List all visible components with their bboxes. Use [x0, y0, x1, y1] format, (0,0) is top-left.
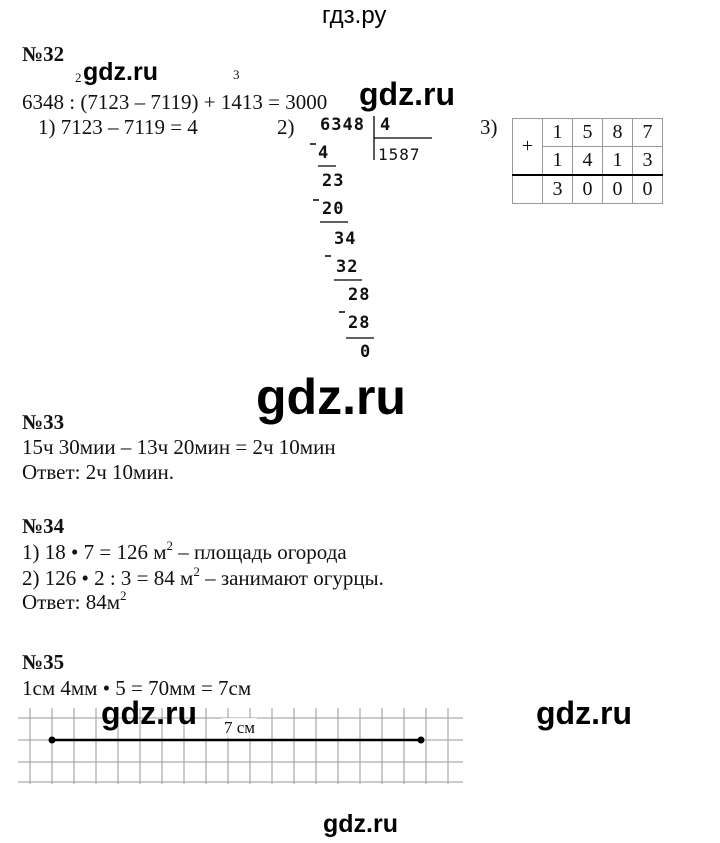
superscript-2: 2 — [166, 538, 173, 553]
order-mark-2: 3 — [233, 67, 240, 82]
task-33-line1: 15ч 30мии – 13ч 20мин = 2ч 10мин — [22, 435, 336, 459]
addition-digit: 8 — [603, 119, 633, 147]
task-33-answer: Ответ: 2ч 10мин. — [22, 460, 175, 484]
task-34-line2-text: 2) 126 • 2 : 3 = 84 м — [22, 566, 194, 590]
task-34-line2 — [22, 566, 384, 590]
watermark: gdz.ru — [359, 76, 455, 112]
division-divisor: 4 — [380, 115, 392, 135]
addition-result-digit: 3 — [543, 175, 573, 204]
division-step: 34 — [334, 229, 357, 249]
order-mark-1: 2 — [75, 70, 82, 85]
addition-row-1 — [513, 119, 663, 147]
task-34-line1-text: 1) 18 • 7 = 126 м — [22, 540, 167, 564]
superscript-2: 2 — [193, 564, 200, 579]
task-34-answer-text: Ответ: 84м — [22, 590, 121, 614]
division-step: 28 — [348, 313, 371, 333]
addition-digit: 5 — [573, 119, 603, 147]
task-32-step2-label: 2) — [277, 115, 295, 139]
addition-operator-cell — [513, 119, 543, 176]
division-step: 4 — [318, 143, 330, 163]
addition-result-digit: 0 — [603, 175, 633, 204]
addition-result-digit: 0 — [573, 175, 603, 204]
task-34-line2-tail: – занимают огурцы. — [199, 566, 384, 590]
division-quotient: 1587 — [378, 145, 421, 164]
watermark: gdz.ru — [101, 695, 197, 731]
division-lines — [300, 110, 440, 370]
division-step: 0 — [360, 342, 372, 362]
watermark: gdz.ru — [83, 58, 158, 86]
task-32-step3-label: 3) — [480, 115, 498, 139]
addition-digit: 1 — [543, 119, 573, 147]
task-34-answer — [22, 590, 127, 614]
task-32-expression: 6348 : (7123 – 7119) + 1413 = 3000 — [22, 90, 328, 114]
task-32-number: №32 — [22, 42, 65, 66]
column-addition — [512, 118, 663, 204]
watermark: gdz.ru — [323, 810, 398, 838]
plus-sign: + — [521, 135, 534, 157]
addition-result-row — [513, 175, 663, 204]
watermark: gdz.ru — [256, 369, 406, 425]
task-35-line1: 1см 4мм • 5 = 70мм = 7см — [22, 676, 252, 700]
site-header[interactable]: гдз.ру — [322, 2, 387, 29]
division-dividend: 6348 — [320, 115, 365, 135]
task-34-line1 — [22, 540, 347, 564]
superscript-2: 2 — [120, 588, 127, 603]
segment-endpoint — [49, 737, 56, 744]
division-step: 23 — [322, 171, 345, 191]
division-step: 32 — [336, 257, 359, 277]
addition-digit: 7 — [633, 119, 663, 147]
addition-digit: 1 — [603, 147, 633, 176]
segment-endpoint — [418, 737, 425, 744]
task-34-line1-tail: – площадь огорода — [172, 540, 347, 564]
addition-digit: 3 — [633, 147, 663, 176]
addition-result-digit: 0 — [633, 175, 663, 204]
task-34-number: №34 — [22, 514, 65, 538]
division-step: 20 — [322, 199, 345, 219]
segment-label: 7 см — [224, 718, 256, 737]
task-33-number: №33 — [22, 410, 65, 434]
division-step: 28 — [348, 285, 371, 305]
addition-digit: 4 — [573, 147, 603, 176]
watermark: gdz.ru — [536, 695, 632, 731]
addition-empty-cell — [513, 175, 543, 204]
addition-digit: 1 — [543, 147, 573, 176]
task-32-step1: 1) 7123 – 7119 = 4 — [38, 115, 198, 139]
task-35-number: №35 — [22, 650, 65, 674]
